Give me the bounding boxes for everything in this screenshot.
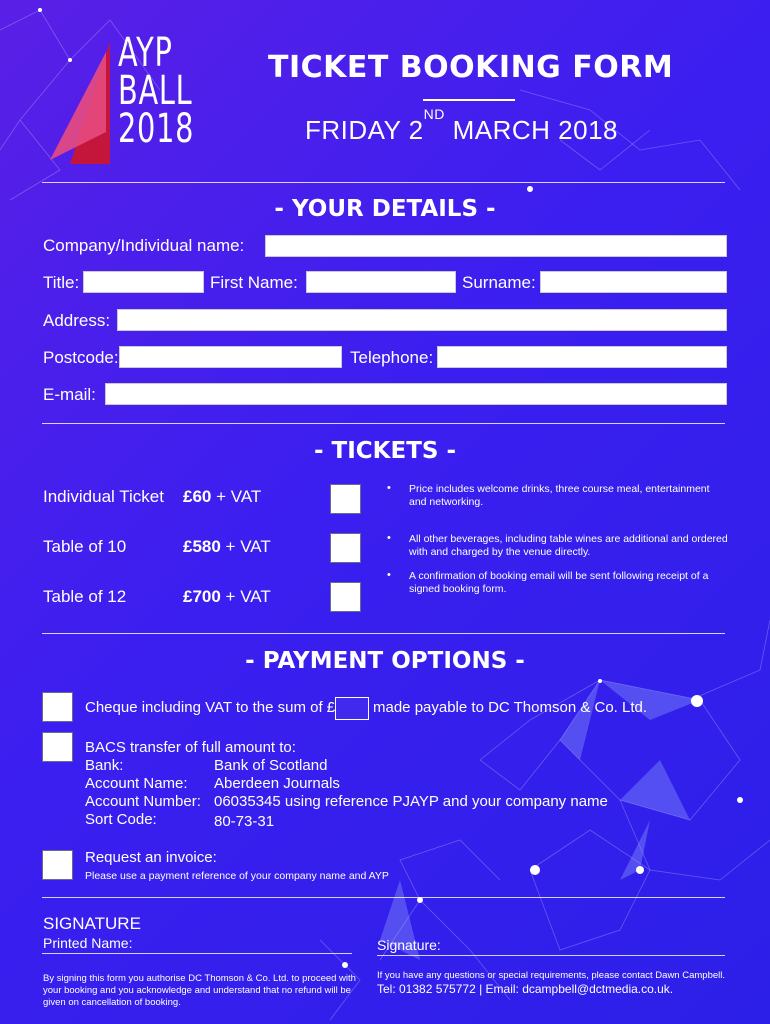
logo-line-2: BALL: [118, 68, 193, 114]
payment-heading: - PAYMENT OPTIONS -: [245, 648, 525, 674]
divider: [42, 423, 725, 424]
cheque-label: Cheque including VAT to the sum of £: [85, 699, 336, 716]
ticket-price-table-12: £700 + VAT: [183, 587, 271, 606]
ticket-price-individual: £60 + VAT: [183, 487, 262, 506]
company-label: Company/Individual name:: [43, 236, 245, 255]
account-number-label: Account Number:: [85, 793, 201, 810]
signature-line[interactable]: [377, 955, 725, 956]
ticket-name-individual: Individual Ticket: [43, 487, 164, 506]
invoice-label: Request an invoice:: [85, 849, 217, 866]
cheque-payee: made payable to DC Thomson & Co. Ltd.: [373, 699, 648, 716]
ticket-note: • Price includes welcome drinks, three course meal, entertainment and networking.: [409, 483, 729, 509]
surname-label: Surname:: [462, 273, 536, 292]
individual-ticket-checkbox[interactable]: [330, 484, 361, 514]
divider: [42, 182, 725, 183]
ticket-price-table-10: £580 + VAT: [183, 537, 271, 556]
ticket-note: • All other beverages, including table wines are additional and ordered with and charged by the venue directly.: [409, 533, 729, 559]
divider: [42, 897, 725, 898]
divider: [42, 633, 725, 634]
table-10-checkbox[interactable]: [330, 533, 361, 563]
address-label: Address:: [43, 311, 111, 330]
invoice-note: Please use a payment reference of your company name and AYP: [85, 870, 389, 882]
ticket-name-table-12: Table of 12: [43, 587, 127, 606]
ticket-note: • A confirmation of booking email will be sent following receipt of a signed booking form.: [409, 570, 729, 596]
postcode-field[interactable]: [119, 346, 342, 368]
account-number-value: 06035345 using reference PJAYP and your company name: [214, 793, 608, 810]
printed-name-label: Printed Name:: [43, 935, 133, 951]
sort-code-value: 80-73-31: [214, 813, 275, 830]
logo-text: [118, 30, 195, 152]
account-name-label: Account Name:: [85, 775, 188, 792]
ticket-name-table-10: Table of 10: [43, 537, 127, 556]
invoice-checkbox[interactable]: [42, 850, 73, 880]
email-label: E-mail:: [43, 385, 96, 404]
title-label: Title:: [43, 273, 80, 292]
tickets-heading: - TICKETS -: [313, 438, 457, 464]
sort-code-label: Sort Code:: [85, 811, 157, 828]
cheque-amount-field[interactable]: [335, 697, 369, 720]
details-heading: - YOUR DETAILS -: [274, 196, 496, 222]
event-date: FRIDAY 2ND MARCH 2018: [305, 106, 618, 145]
signature-label: Signature:: [377, 937, 441, 953]
logo-sail-icon: [50, 42, 110, 164]
table-12-checkbox[interactable]: [330, 582, 361, 612]
bank-label: Bank:: [85, 757, 124, 774]
title-field[interactable]: [83, 271, 204, 293]
printed-name-line[interactable]: [42, 953, 352, 954]
logo-line-1: AYP: [118, 30, 173, 76]
postcode-label: Postcode:: [43, 348, 119, 367]
contact-note: If you have any questions or special requirements, please contact Dawn Campbell.: [377, 970, 725, 981]
telephone-field[interactable]: [437, 346, 727, 368]
first-name-label: First Name:: [210, 273, 298, 292]
signature-disclaimer: By signing this form you authorise DC Thomson & Co. Ltd. to proceed with your booking and you acknowledge and understand that no refund will be given on cancellation of booking.: [43, 973, 356, 1008]
cheque-checkbox[interactable]: [42, 692, 73, 722]
company-field[interactable]: [265, 235, 727, 257]
page-title: TICKET BOOKING FORM: [268, 50, 674, 85]
address-field[interactable]: [117, 309, 727, 331]
surname-field[interactable]: [540, 271, 727, 293]
first-name-field[interactable]: [306, 271, 456, 293]
bacs-checkbox[interactable]: [42, 732, 73, 762]
telephone-label: Telephone:: [350, 348, 434, 367]
title-divider: [423, 99, 515, 101]
contact-line: Tel: 01382 575772 | Email: dcampbell@dctmedia.co.uk.: [377, 982, 674, 996]
signature-heading: SIGNATURE: [43, 914, 141, 933]
bacs-title: BACS transfer of full amount to:: [85, 739, 296, 756]
bank-value: Bank of Scotland: [214, 757, 328, 774]
logo-line-3: 2018: [118, 106, 195, 152]
email-field[interactable]: [105, 383, 727, 405]
account-name-value: Aberdeen Journals: [214, 775, 340, 792]
